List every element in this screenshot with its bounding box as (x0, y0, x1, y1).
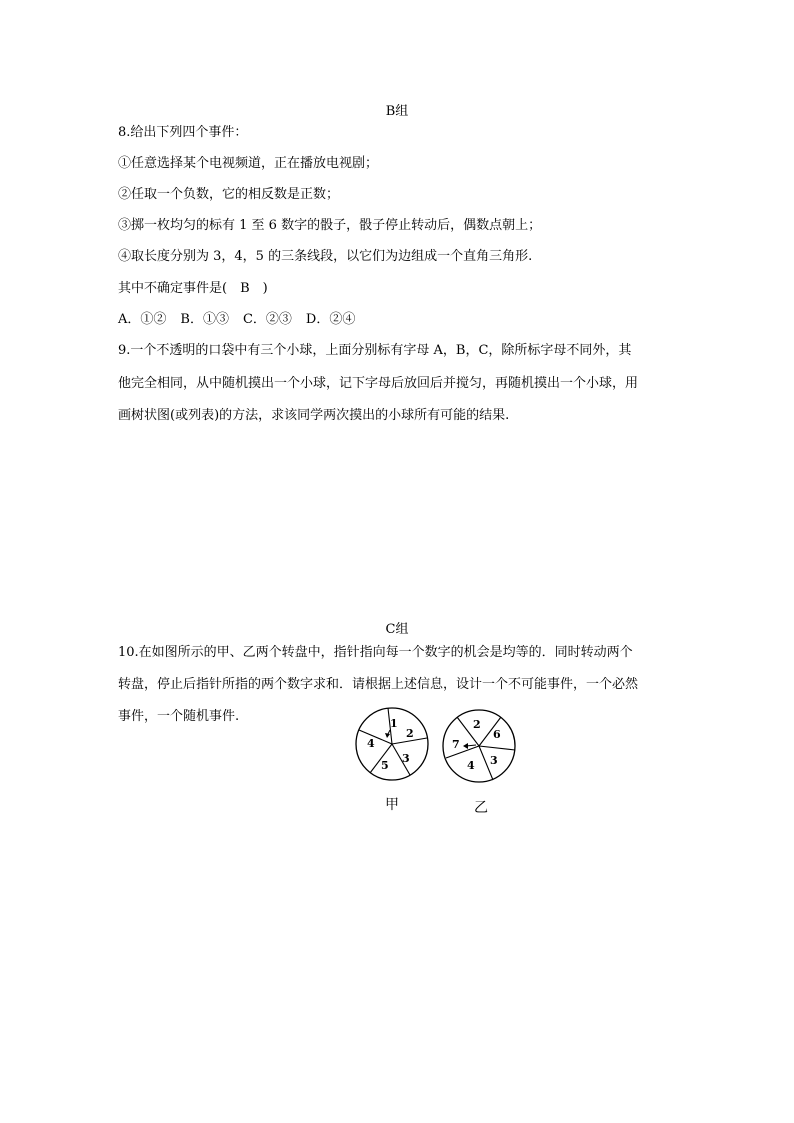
wheel-yi (441, 708, 517, 784)
q9-line-2: 他完全相同，从中随机摸出一个小球，记下字母后放回后并搅匀，再随机摸出一个小球，用 (118, 376, 639, 391)
q8-item-1: ①任意选择某个电视频道，正在播放电视剧； (118, 156, 379, 171)
q10-line-3: 事件，一个随机事件. (118, 709, 240, 724)
section-c-title: C组 (385, 622, 409, 637)
wheel-jia-number-2: 2 (406, 727, 414, 740)
wheel-jia (354, 706, 430, 782)
choice-c: C．②③ (242, 312, 292, 327)
wheel-jia-number-1: 1 (390, 717, 398, 730)
q8-choices (118, 311, 683, 329)
choice-d: D．②④ (305, 312, 356, 327)
wheel-jia-number-3: 3 (402, 752, 410, 765)
wheel-yi-number-1: 2 (473, 718, 481, 731)
q10-line-1: 10.在如图所示的甲、乙两个转盘中，指针指向每一个数字的机会是均等的．同时转动两个 (118, 645, 633, 660)
q10-line-2: 转盘，停止后指针所指的两个数字求和．请根据上述信息，设计一个不可能事件，一个必然 (118, 677, 639, 692)
choice-b: B．①③ (180, 312, 229, 327)
q8-item-4: ④取长度分别为 3，4，5 的三条线段，以它们为边组成一个直角三角形. (118, 249, 533, 264)
q8-question: 其中不确定事件是( B ) (118, 281, 268, 296)
section-b-title: B组 (385, 104, 409, 119)
q8-item-2: ②任取一个负数，它的相反数是正数； (118, 187, 340, 202)
q8-stem: 8.给出下列四个事件： (118, 125, 248, 140)
wheel-jia-label: 甲 (385, 797, 399, 813)
wheel-jia-number-4: 5 (381, 759, 389, 772)
wheel-yi-number-3: 3 (490, 754, 498, 767)
wheel-jia-svg (354, 706, 430, 782)
q9-line-3: 画树状图(或列表)的方法，求该同学两次摸出的小球所有可能的结果. (118, 408, 510, 423)
choice-a: A．①② (118, 312, 167, 327)
wheel-yi-number-5: 7 (452, 738, 460, 751)
wheel-yi-number-2: 6 (493, 728, 501, 741)
q8-item-3: ③掷一枚均匀的标有 1 至 6 数字的骰子，骰子停止转动后，偶数点朝上； (118, 218, 542, 233)
wheel-jia-number-5: 4 (367, 737, 375, 750)
wheel-yi-label: 乙 (474, 800, 488, 816)
wheel-yi-svg (441, 708, 517, 784)
wheel-yi-number-4: 4 (467, 759, 475, 772)
q9-line-1: 9.一个不透明的口袋中有三个小球，上面分别标有字母 A，B，C，除所标字母不同外，其 (118, 343, 632, 358)
